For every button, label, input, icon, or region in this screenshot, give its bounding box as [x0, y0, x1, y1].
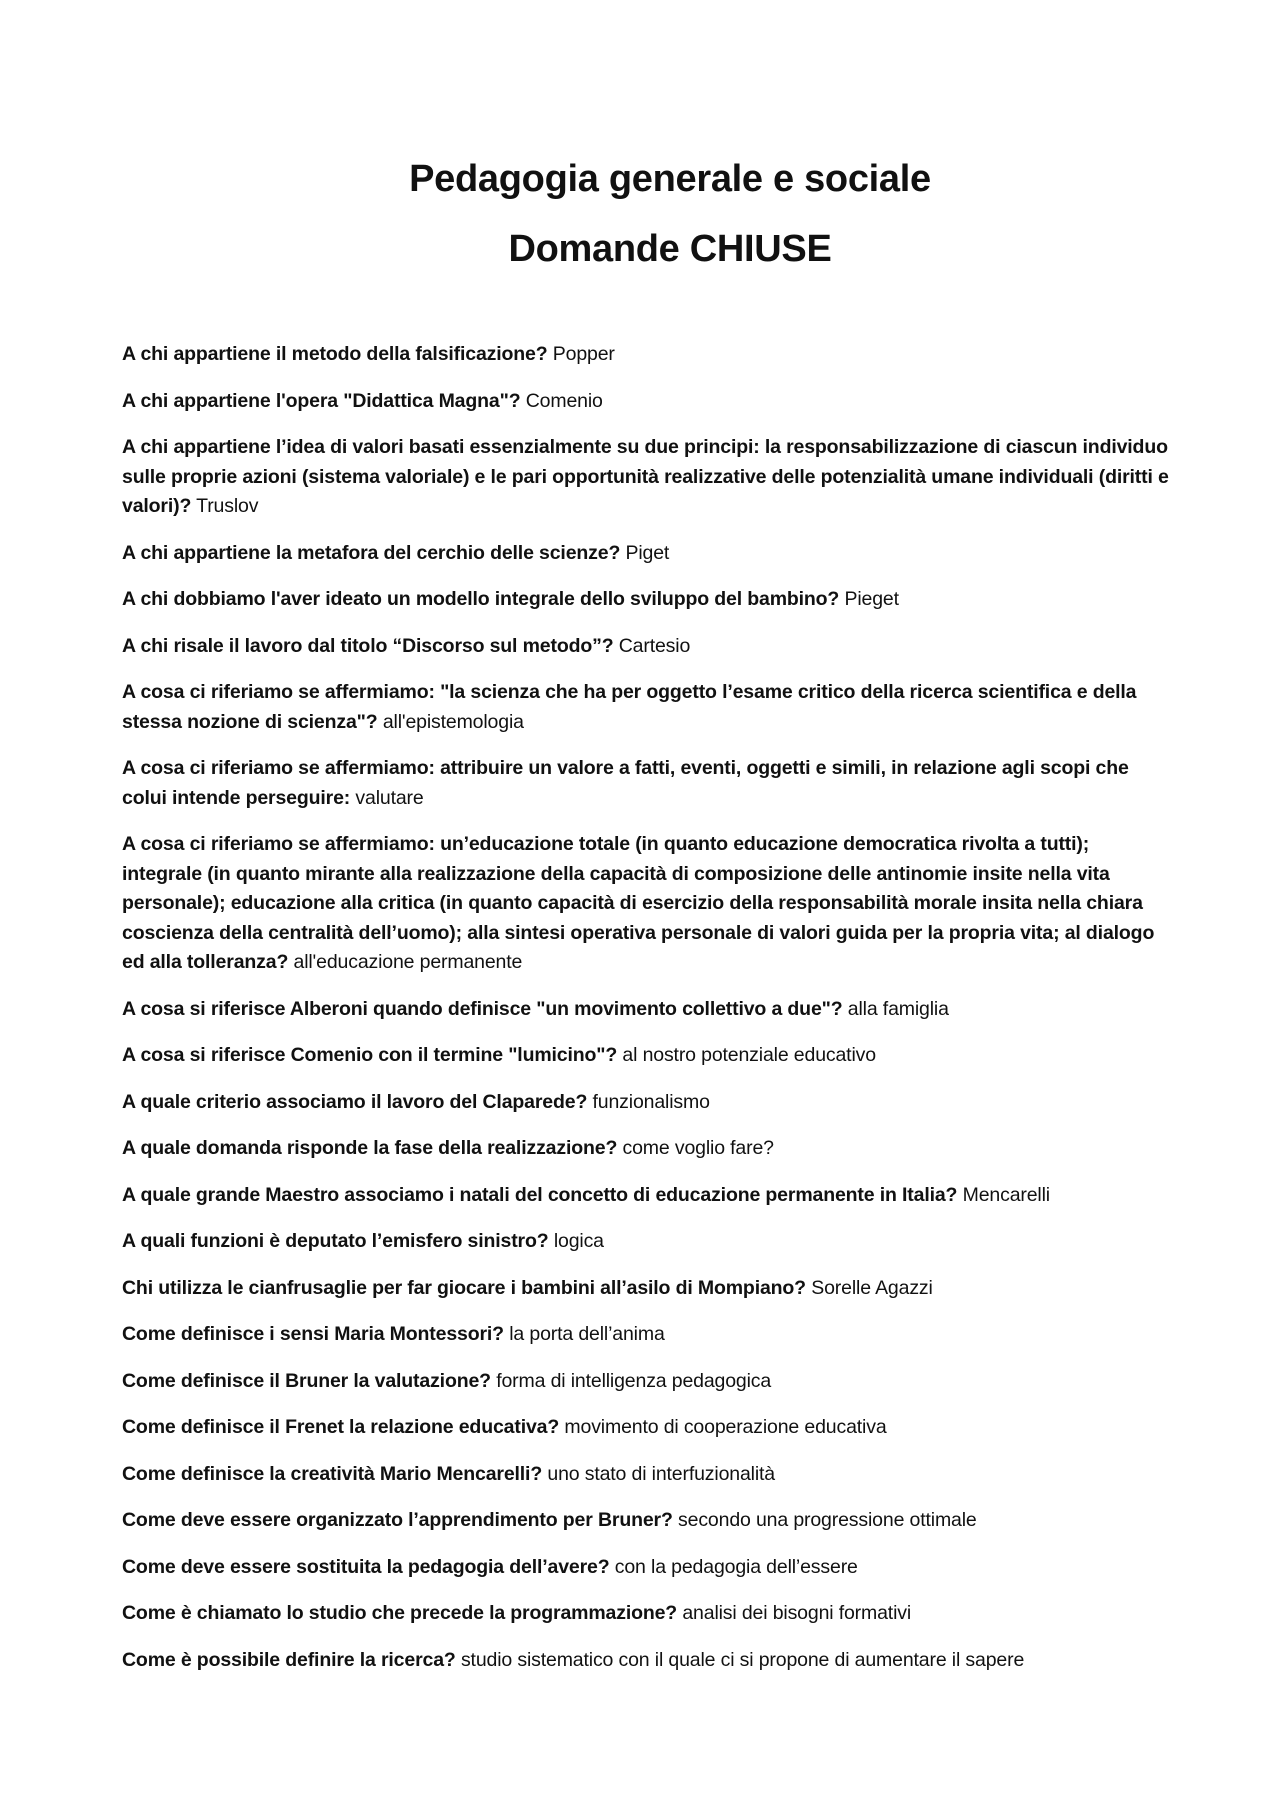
answer-text: con la pedagogia dell’essere [614, 1555, 858, 1578]
answer-text: movimento di cooperazione educativa [564, 1416, 887, 1438]
question-text: A quale domanda risponde la fase della realizzazione? [122, 1137, 618, 1159]
question-item [122, 539, 1170, 569]
question-text: Come deve essere sostituita la pedagogia dell’avere? [122, 1555, 610, 1578]
answer-text: valutare [355, 786, 424, 809]
answer-text: Cartesio [618, 634, 691, 657]
answer-text: la porta dell’anima [509, 1323, 665, 1345]
answer-text: Pieget [844, 588, 899, 610]
answer-text: come voglio fare? [622, 1137, 774, 1159]
question-item [122, 1599, 1170, 1629]
question-item [122, 1181, 1170, 1211]
answer-text: Truslov [196, 495, 259, 517]
document-title: Pedagogia generale e sociale [409, 158, 931, 200]
answer-text: secondo una progressione ottimale [678, 1509, 977, 1531]
document-header [60, 156, 1280, 272]
answer-text: Comenio [525, 389, 603, 412]
question-item [122, 678, 1170, 737]
question-item [122, 995, 1170, 1025]
question-item [122, 1506, 1170, 1536]
question-text: Chi utilizza le cianfrusaglie per far giocare i bambini all’asilo di Mompiano? [122, 1276, 806, 1299]
question-text: Come è chiamato lo studio che precede la programmazione? [122, 1602, 678, 1624]
question-item [122, 1646, 1170, 1676]
question-item [122, 1320, 1170, 1350]
question-item [122, 433, 1170, 522]
answer-text: uno stato di interfuzionalità [547, 1462, 776, 1485]
question-item [122, 1413, 1170, 1443]
question-item [122, 340, 1170, 370]
question-item [122, 1134, 1170, 1164]
question-item [122, 754, 1170, 813]
question-item [122, 1274, 1170, 1304]
answer-text: Mencarelli [962, 1183, 1050, 1206]
question-item [122, 585, 1170, 615]
answer-text: alla famiglia [847, 997, 949, 1020]
answer-text: all'educazione permanente [293, 951, 523, 973]
question-text: Come definisce il Bruner la valutazione? [122, 1369, 491, 1392]
question-text: A cosa ci riferiamo se affermiamo: un’educazione totale (in quanto educazione democratica rivolta a tutti); integrale (in quanto mirante alla realizzazione della capacità di composizione delle antinomie insite nella vita personale); educazione alla critica (in quanto capacità di esercizio della responsabilità morale insita nella chiara coscienza della centralità dell’uomo); alla sintesi operativa personale di valori guida per la propria vita; al dialogo ed alla tolleranza? [122, 833, 1155, 973]
question-text: Come definisce i sensi Maria Montessori? [122, 1323, 504, 1345]
question-item [122, 1041, 1170, 1071]
question-text: A chi risale il lavoro dal titolo “Discorso sul metodo”? [122, 634, 614, 657]
answer-text: all'epistemologia [382, 710, 524, 733]
question-list [122, 340, 1170, 1675]
answer-text: Popper [552, 343, 615, 365]
question-item [122, 830, 1170, 978]
question-text: A chi appartiene l’idea di valori basati essenzialmente su due principi: la responsabilizzazione di ciascun individuo sulle proprie azioni (sistema valoriale) e le pari opportunità realizzative delle potenzialità umane individuali (diritti e valori)? [122, 436, 1169, 517]
question-item [122, 1227, 1170, 1257]
answer-text: Sorelle Agazzi [811, 1276, 933, 1299]
question-item [122, 1088, 1170, 1118]
answer-text: al nostro potenziale educativo [622, 1044, 876, 1066]
question-item [122, 632, 1170, 662]
question-text: Come è possibile definire la ricerca? [122, 1648, 456, 1671]
question-text: A quale criterio associamo il lavoro del Claparede? [122, 1090, 588, 1113]
answer-text: funzionalismo [592, 1090, 710, 1113]
question-text: A chi dobbiamo l'aver ideato un modello integrale dello sviluppo del bambino? [122, 588, 840, 610]
question-text: A cosa ci riferiamo se affermiamo: attribuire un valore a fatti, eventi, oggetti e simili, in relazione agli scopi che colui intende perseguire: [122, 757, 1129, 809]
answer-text: Piget [625, 541, 670, 564]
question-item [122, 387, 1170, 417]
answer-text: logica [553, 1230, 604, 1252]
question-item [122, 1367, 1170, 1397]
question-text: A quale grande Maestro associamo i natali del concetto di educazione permanente in Italia? [122, 1183, 958, 1206]
question-text: A chi appartiene l'opera "Didattica Magna"? [122, 389, 521, 412]
answer-text: forma di intelligenza pedagogica [496, 1369, 772, 1392]
document-subtitle: Domande CHIUSE [508, 228, 832, 270]
answer-text: analisi dei bisogni formativi [682, 1602, 912, 1624]
question-text: A chi appartiene il metodo della falsificazione? [122, 343, 548, 365]
question-text: A cosa si riferisce Comenio con il termine "lumicino"? [122, 1044, 618, 1066]
answer-text: studio sistematico con il quale ci si propone di aumentare il sapere [460, 1648, 1025, 1671]
question-text: Come definisce il Frenet la relazione educativa? [122, 1416, 560, 1438]
question-text: Come definisce la creatività Mario Mencarelli? [122, 1462, 543, 1485]
question-text: A cosa si riferisce Alberoni quando definisce "un movimento collettivo a due"? [122, 997, 843, 1020]
question-text: Come deve essere organizzato l’apprendimento per Bruner? [122, 1509, 673, 1531]
question-text: A chi appartiene la metafora del cerchio delle scienze? [122, 541, 621, 564]
question-text: A cosa ci riferiamo se affermiamo: "la scienza che ha per oggetto l’esame critico della ricerca scientifica e della stessa nozione di scienza"? [122, 681, 1137, 733]
question-text: A quali funzioni è deputato l’emisfero sinistro? [122, 1230, 549, 1252]
question-item [122, 1460, 1170, 1490]
question-item [122, 1553, 1170, 1583]
